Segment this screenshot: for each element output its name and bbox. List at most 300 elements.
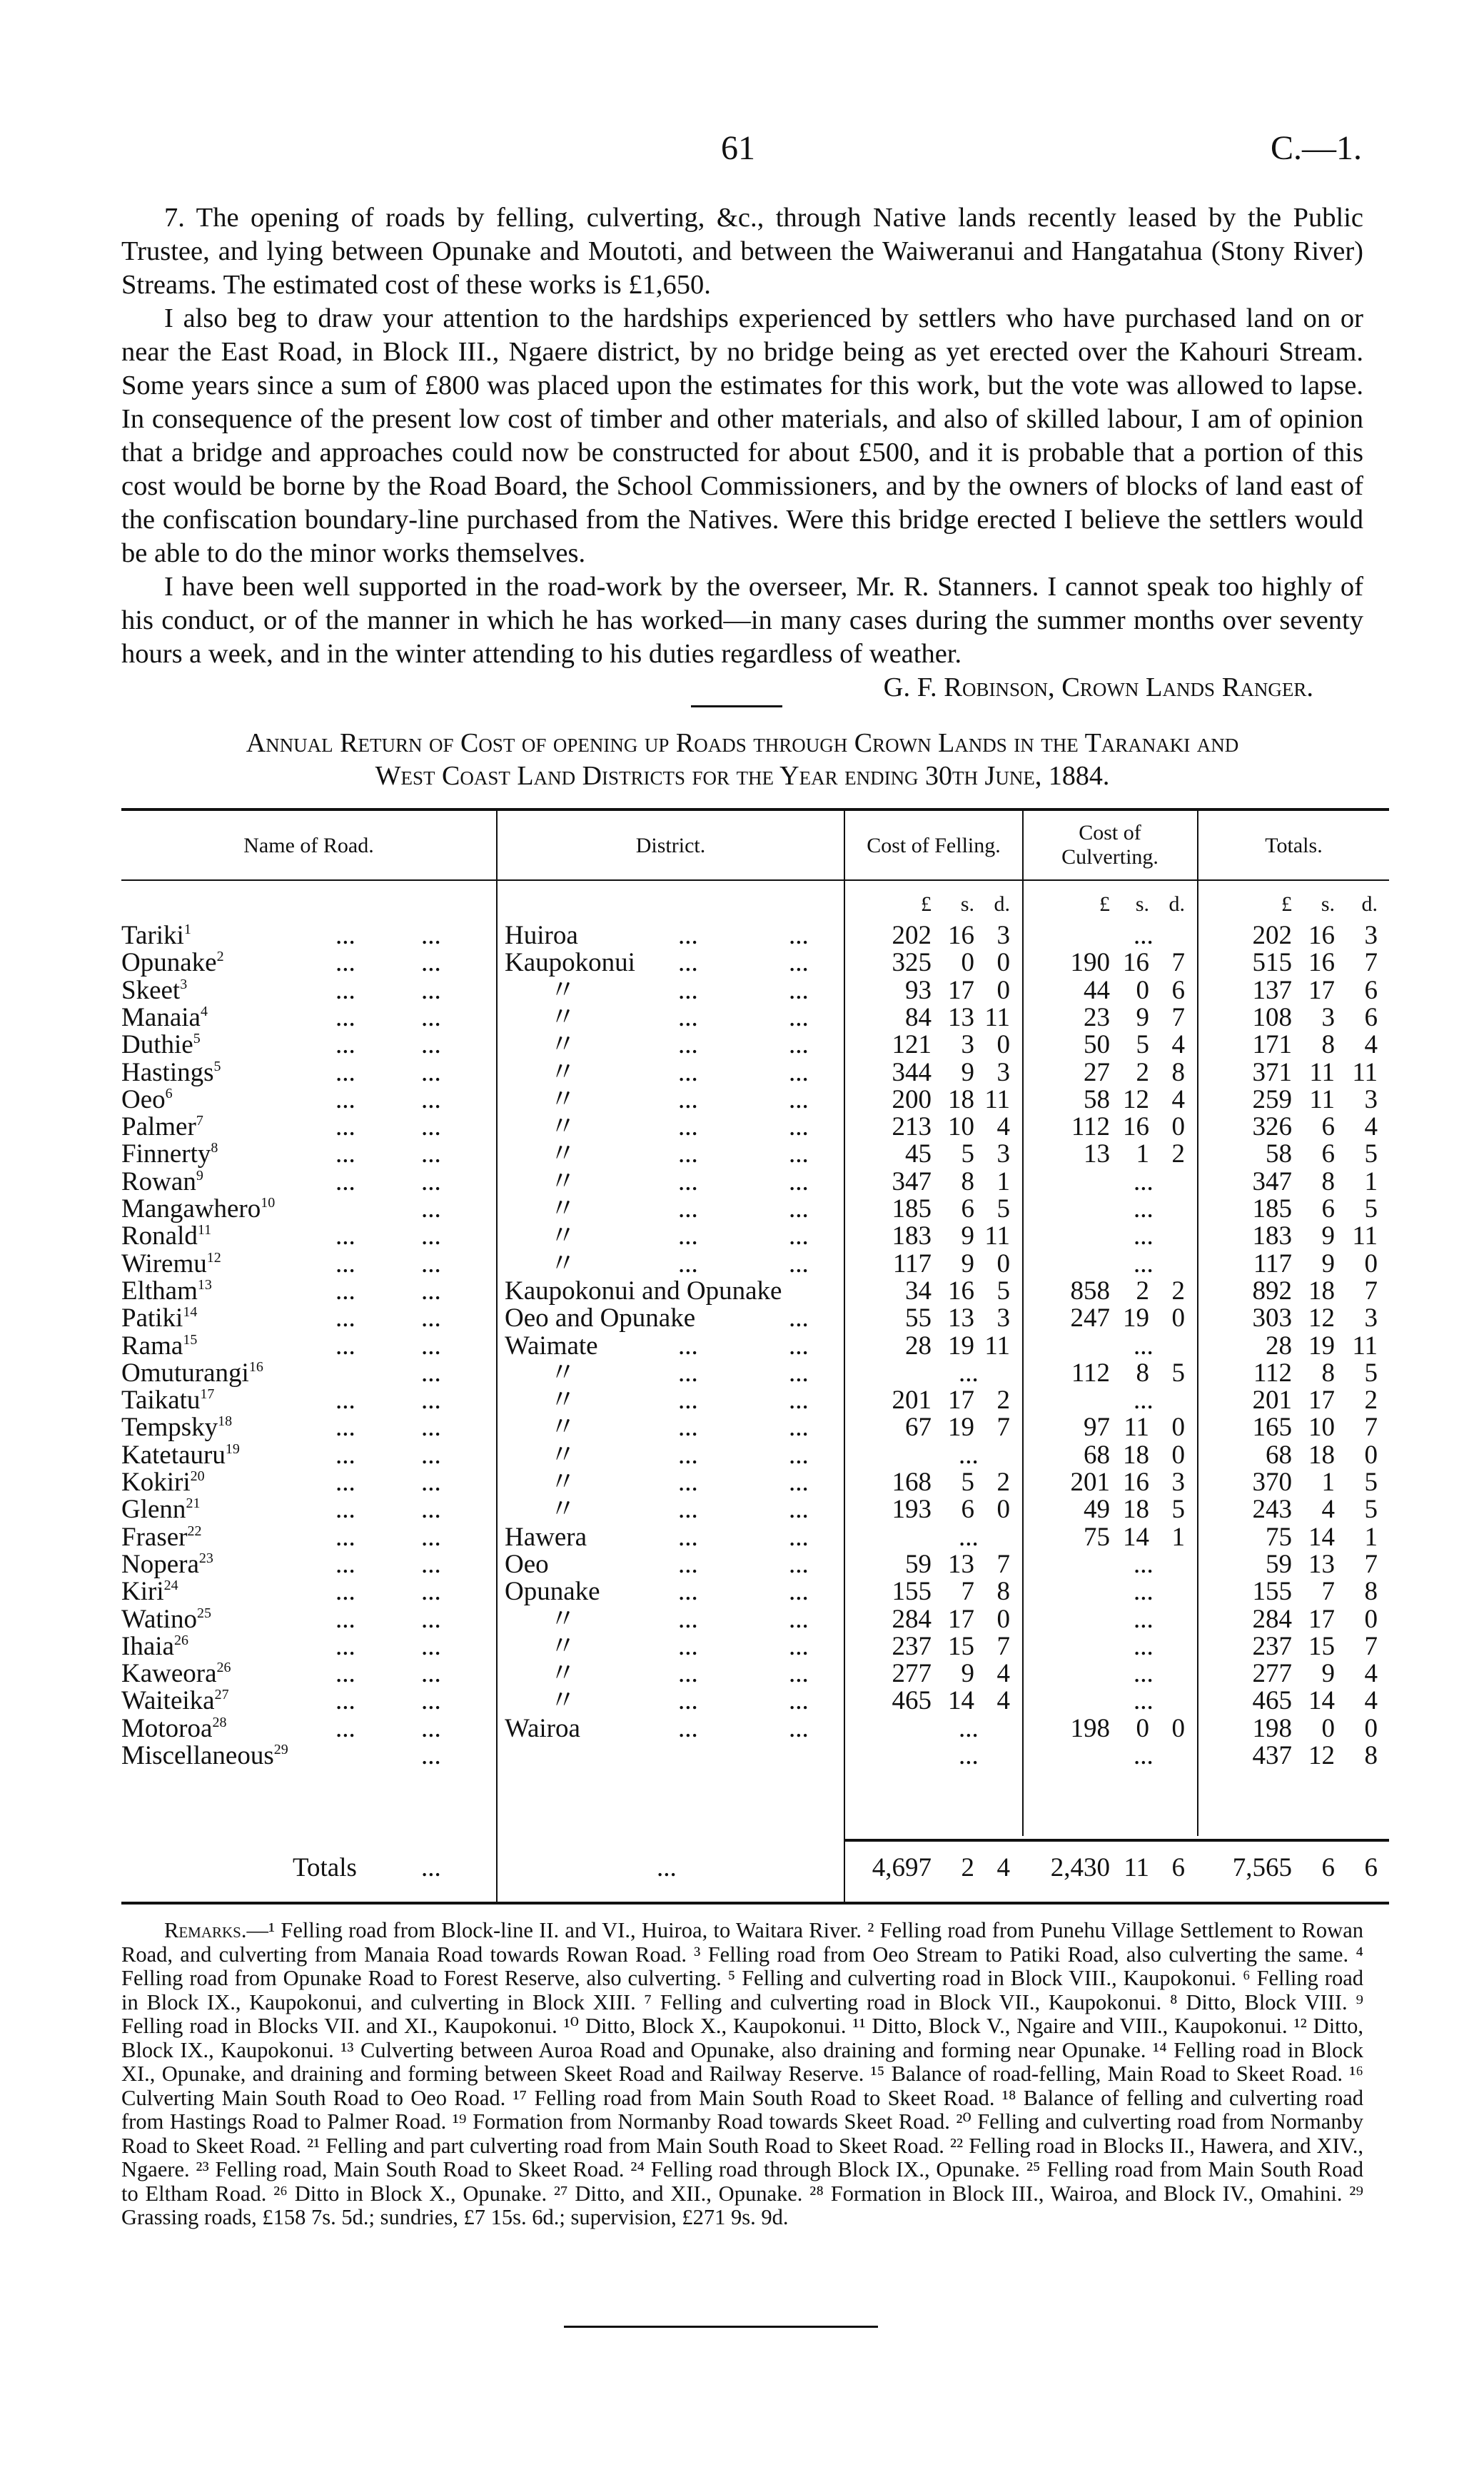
road-name: Nopera$^{23}$ xyxy=(121,1549,213,1579)
felling-pence: 4 xyxy=(996,1112,1010,1142)
leader-dots: ... xyxy=(421,1741,441,1770)
leader-dots: ... xyxy=(421,1194,441,1224)
felling-shillings: 0 xyxy=(961,948,974,978)
road-name: Duthie$^5$ xyxy=(121,1030,201,1060)
culverting-shillings: 2 xyxy=(1136,1057,1149,1087)
road-name: Finnerty$^8$ xyxy=(121,1139,218,1169)
district: Huiroa xyxy=(505,921,578,950)
culverting-pence: 0 xyxy=(1171,1440,1185,1470)
culverting-pounds: 49 xyxy=(1084,1495,1110,1525)
felling-pence: 2 xyxy=(996,1468,1010,1497)
leader-dots: ... xyxy=(335,1112,355,1142)
footnote-ref: 20 xyxy=(190,1468,205,1484)
culverting-pounds: 247 xyxy=(1070,1303,1110,1333)
leader-dots: ... xyxy=(421,1002,441,1032)
road-name: Kiri$^{24}$ xyxy=(121,1577,178,1607)
total-shillings: 11 xyxy=(1309,1057,1335,1087)
culverting-pounds: 112 xyxy=(1071,1112,1110,1142)
leader-dots: ... xyxy=(678,1713,698,1743)
footnote-ref: 5 xyxy=(193,1031,201,1047)
table-row xyxy=(121,1442,1389,1469)
total-pence: 0 xyxy=(1364,1713,1378,1743)
leader-dots: ... xyxy=(421,1112,441,1142)
page-number: 61 xyxy=(721,129,755,167)
road-name: Katetauru$^{19}$ xyxy=(121,1440,240,1470)
total-pence: 1 xyxy=(1364,1522,1378,1552)
document-code: C.—1. xyxy=(1271,129,1363,167)
leader-dots: ... xyxy=(335,1631,355,1661)
total-shillings: 17 xyxy=(1308,1604,1335,1634)
district: 〃 xyxy=(550,1057,576,1087)
district: 〃 xyxy=(550,1194,576,1224)
culverting-pence: 2 xyxy=(1171,1139,1185,1169)
road-name: Tariki$^1$ xyxy=(121,921,191,950)
total-pounds: 437 xyxy=(1252,1741,1292,1770)
total-pounds: 198 xyxy=(1252,1713,1292,1743)
remarks-label: Remarks.— xyxy=(164,1918,268,1942)
felling-pounds: 183 xyxy=(892,1221,932,1251)
felling-shillings: 19 xyxy=(948,1413,974,1443)
total-pence: 0 xyxy=(1364,1248,1378,1278)
leader-dots: ... xyxy=(789,948,809,978)
leader-dots: ... xyxy=(335,1495,355,1525)
leader-dots: ... xyxy=(335,1166,355,1196)
footnote-ref: 12 xyxy=(206,1249,221,1266)
culverting-pence: 5 xyxy=(1171,1358,1185,1388)
district: Hawera xyxy=(505,1522,587,1552)
total-shillings: 8 xyxy=(1321,1358,1335,1388)
leader-dots: ... xyxy=(678,1577,698,1607)
felling-shillings: 6 xyxy=(961,1194,974,1224)
leader-dots: ... xyxy=(678,1112,698,1142)
leader-dots: ... xyxy=(335,1549,355,1579)
unit-label: d. xyxy=(1361,892,1378,916)
road-name: Eltham$^{13}$ xyxy=(121,1276,212,1306)
felling-shillings: 16 xyxy=(948,1276,974,1306)
leader-dots: ... xyxy=(678,1468,698,1497)
total-pence: 7 xyxy=(1364,1549,1378,1579)
road-name: Ihaia$^{26}$ xyxy=(121,1631,188,1661)
table-row xyxy=(121,1742,1389,1770)
leader-dots: ... xyxy=(421,921,441,950)
leader-dots: ... xyxy=(678,1686,698,1716)
leader-dots: ... xyxy=(789,1686,809,1716)
total-shillings: 18 xyxy=(1308,1276,1335,1306)
footnote-ref: 27 xyxy=(214,1687,229,1703)
total-shillings: 19 xyxy=(1308,1331,1335,1361)
leader-dots: ... xyxy=(421,1659,441,1689)
footnote-ref: 10 xyxy=(261,1195,276,1211)
total-pounds: 202 xyxy=(1252,921,1292,950)
leader-dots: ... xyxy=(335,1468,355,1497)
road-name: Wiremu$^{12}$ xyxy=(121,1248,221,1278)
total-shillings: 6 xyxy=(1321,1853,1335,1882)
empty-dots: ... xyxy=(959,1522,979,1552)
footnote-ref: 26 xyxy=(216,1660,231,1676)
unit-label: £ xyxy=(1281,892,1292,916)
felling-shillings: 14 xyxy=(948,1686,974,1716)
felling-pounds: 34 xyxy=(905,1276,932,1306)
total-pence: 11 xyxy=(1352,1331,1378,1361)
empty-dots: ... xyxy=(1134,1686,1154,1716)
felling-pence: 7 xyxy=(996,1413,1010,1443)
total-pence: 4 xyxy=(1364,1112,1378,1142)
leader-dots: ... xyxy=(678,1549,698,1579)
total-shillings: 4 xyxy=(1321,1495,1335,1525)
leader-dots: ... xyxy=(421,1331,441,1361)
felling-shillings: 6 xyxy=(961,1495,974,1525)
footnote-ref: 11 xyxy=(197,1222,212,1239)
total-pence: 5 xyxy=(1364,1495,1378,1525)
leader-dots: ... xyxy=(335,1030,355,1060)
unit-label: £ xyxy=(1099,892,1110,916)
culverting-shillings: 11 xyxy=(1124,1413,1149,1443)
felling-pounds: 202 xyxy=(892,921,932,950)
total-shillings: 10 xyxy=(1308,1413,1335,1443)
leader-dots: ... xyxy=(789,1468,809,1497)
footnote-ref: 22 xyxy=(187,1523,202,1539)
culverting-shillings: 0 xyxy=(1136,1713,1149,1743)
leader-dots: ... xyxy=(421,1030,441,1060)
leader-dots: ... xyxy=(789,1084,809,1114)
felling-pounds: 67 xyxy=(905,1413,932,1443)
table-row xyxy=(121,1031,1389,1059)
footnote-ref: 2 xyxy=(216,949,224,965)
table-row xyxy=(121,1660,1389,1688)
leader-dots: ... xyxy=(789,1549,809,1579)
table-bottom-rule xyxy=(121,1902,1389,1905)
culverting-pounds: 44 xyxy=(1084,975,1110,1005)
paragraph: I have been well supported in the road-work by the overseer, Mr. R. Stanners. I cannot speak too highly of his conduct, or of the manner in which he has worked—in many cases during the summer months over seventy hours a week, and in the winter attending to his duties regardless of weather. xyxy=(121,572,1363,669)
table-row xyxy=(121,922,1389,949)
road-name: Waiteika$^{27}$ xyxy=(121,1686,229,1716)
unit-label: £ xyxy=(921,892,932,916)
felling-pounds: 213 xyxy=(892,1112,932,1142)
total-pounds: 108 xyxy=(1252,1002,1292,1032)
table-row xyxy=(121,1551,1389,1578)
culverting-shillings: 11 xyxy=(1124,1853,1149,1882)
road-name: Patiki$^{14}$ xyxy=(121,1303,198,1333)
felling-pence: 4 xyxy=(996,1686,1010,1716)
culverting-pence: 3 xyxy=(1171,1468,1185,1497)
felling-shillings: 15 xyxy=(948,1631,974,1661)
felling-shillings: 13 xyxy=(948,1002,974,1032)
footnote-ref: 4 xyxy=(200,1003,208,1019)
culverting-pence: 4 xyxy=(1171,1084,1185,1114)
felling-pence: 0 xyxy=(996,1030,1010,1060)
unit-label: d. xyxy=(1168,892,1185,916)
culverting-pounds: 858 xyxy=(1070,1276,1110,1306)
leader-dots: ... xyxy=(335,1139,355,1169)
felling-pounds: 155 xyxy=(892,1577,932,1607)
leader-dots: ... xyxy=(335,1522,355,1552)
felling-pence: 4 xyxy=(996,1659,1010,1689)
total-shillings: 18 xyxy=(1308,1440,1335,1470)
road-name: Mangawhero$^{10}$ xyxy=(121,1194,276,1224)
empty-dots: ... xyxy=(1134,1221,1154,1251)
total-shillings: 14 xyxy=(1308,1522,1335,1552)
total-pence: 7 xyxy=(1364,1413,1378,1443)
table-row xyxy=(121,1360,1389,1387)
culverting-pounds: 58 xyxy=(1084,1084,1110,1114)
culverting-pounds: 2,430 xyxy=(1050,1853,1110,1882)
leader-dots: ... xyxy=(421,1276,441,1306)
footnote-ref: 7 xyxy=(196,1113,203,1129)
table-row xyxy=(121,1059,1389,1086)
footnote-ref: 13 xyxy=(197,1276,212,1293)
culverting-pence: 0 xyxy=(1171,1413,1185,1443)
leader-dots: ... xyxy=(789,1030,809,1060)
leader-dots: ... xyxy=(789,1303,809,1333)
felling-pounds: 168 xyxy=(892,1468,932,1497)
table-row xyxy=(121,1469,1389,1496)
footnote-ref: 28 xyxy=(212,1714,227,1730)
felling-shillings: 17 xyxy=(948,1604,974,1634)
district: 〃 xyxy=(550,1139,576,1169)
empty-dots: ... xyxy=(959,1358,979,1388)
felling-pence: 7 xyxy=(996,1549,1010,1579)
table-row xyxy=(121,949,1389,977)
leader-dots: ... xyxy=(789,1139,809,1169)
culverting-pence: 4 xyxy=(1171,1030,1185,1060)
leader-dots: ... xyxy=(335,1303,355,1333)
empty-dots: ... xyxy=(1134,1659,1154,1689)
title-line: Annual Return of Cost of opening up Roads through Crown Lands in the Taranaki and xyxy=(246,728,1239,758)
table-row xyxy=(121,1141,1389,1168)
district: 〃 xyxy=(550,975,576,1005)
district: Oeo and Opunake xyxy=(505,1303,696,1333)
leader-dots: ... xyxy=(421,1577,441,1607)
felling-pounds: 117 xyxy=(892,1248,932,1278)
total-shillings: 6 xyxy=(1321,1194,1335,1224)
total-shillings: 9 xyxy=(1321,1659,1335,1689)
table-row xyxy=(121,1578,1389,1605)
district: 〃 xyxy=(550,1002,576,1032)
leader-dots: ... xyxy=(335,1386,355,1416)
leader-dots: ... xyxy=(421,1440,441,1470)
culverting-pounds: 75 xyxy=(1084,1522,1110,1552)
total-shillings: 12 xyxy=(1308,1303,1335,1333)
culverting-shillings: 1 xyxy=(1136,1139,1149,1169)
leader-dots: ... xyxy=(678,921,698,950)
footnote-ref: 6 xyxy=(165,1085,173,1101)
total-pence: 6 xyxy=(1364,1002,1378,1032)
table-row xyxy=(121,977,1389,1004)
total-pounds: 892 xyxy=(1252,1276,1292,1306)
footnote-ref: 17 xyxy=(200,1386,215,1403)
empty-dots: ... xyxy=(1134,1386,1154,1416)
total-shillings: 15 xyxy=(1308,1631,1335,1661)
felling-pounds: 201 xyxy=(892,1386,932,1416)
table-row xyxy=(121,1305,1389,1332)
footnote-ref: 25 xyxy=(196,1605,211,1621)
header-felling: Cost of Felling. xyxy=(867,834,1001,857)
felling-shillings: 9 xyxy=(961,1248,974,1278)
total-shillings: 9 xyxy=(1321,1248,1335,1278)
felling-pence: 1 xyxy=(996,1166,1010,1196)
total-shillings: 8 xyxy=(1321,1030,1335,1060)
leader-dots: ... xyxy=(421,1386,441,1416)
road-name: Hastings$^5$ xyxy=(121,1057,221,1087)
total-pence: 11 xyxy=(1352,1057,1378,1087)
leader-dots: ... xyxy=(335,948,355,978)
totals-row xyxy=(121,1855,1389,1882)
district: 〃 xyxy=(550,1248,576,1278)
leader-dots: ... xyxy=(789,1358,809,1388)
culverting-pounds: 50 xyxy=(1084,1030,1110,1060)
total-pounds: 112 xyxy=(1253,1358,1292,1388)
leader-dots: ... xyxy=(421,975,441,1005)
leader-dots: ... xyxy=(335,1331,355,1361)
leader-dots: ... xyxy=(678,948,698,978)
culverting-shillings: 14 xyxy=(1123,1522,1149,1552)
total-pounds: 277 xyxy=(1252,1659,1292,1689)
leader-dots: ... xyxy=(335,1248,355,1278)
road-name: Watino$^{25}$ xyxy=(121,1604,211,1634)
culverting-pence: 0 xyxy=(1171,1112,1185,1142)
header-totals: Totals. xyxy=(1265,834,1323,857)
felling-pence: 4 xyxy=(996,1853,1010,1882)
felling-shillings: 5 xyxy=(961,1468,974,1497)
leader-dots: ... xyxy=(789,1631,809,1661)
district: Wairoa xyxy=(505,1713,580,1743)
table-row xyxy=(121,1196,1389,1223)
leader-dots: ... xyxy=(789,1248,809,1278)
leader-dots: ... xyxy=(421,1057,441,1087)
total-pounds: 371 xyxy=(1252,1057,1292,1087)
end-rule xyxy=(564,2326,878,2328)
district: 〃 xyxy=(550,1386,576,1416)
total-pounds: 68 xyxy=(1266,1440,1292,1470)
district: 〃 xyxy=(550,1221,576,1251)
felling-shillings: 17 xyxy=(948,1386,974,1416)
signature: G. F. Robinson, Crown Lands Ranger. xyxy=(883,672,1313,702)
leader-dots: ... xyxy=(335,1002,355,1032)
culverting-pounds: 201 xyxy=(1070,1468,1110,1497)
table-row xyxy=(121,1524,1389,1551)
table-row xyxy=(121,1004,1389,1031)
leader-dots: ... xyxy=(789,975,809,1005)
leader-dots: ... xyxy=(335,975,355,1005)
empty-dots: ... xyxy=(1134,1741,1154,1770)
felling-pounds: 193 xyxy=(892,1495,932,1525)
title-line: West Coast Land Districts for the Year ending 30th June, 1884. xyxy=(375,761,1110,791)
road-name: Motoroa$^{28}$ xyxy=(121,1713,227,1743)
road-name: Kaweora$^{26}$ xyxy=(121,1659,231,1689)
table-row xyxy=(121,1086,1389,1114)
felling-pence: 0 xyxy=(996,1248,1010,1278)
leader-dots: ... xyxy=(335,1413,355,1443)
culverting-shillings: 2 xyxy=(1136,1276,1149,1306)
header-name: Name of Road. xyxy=(243,834,374,857)
culverting-pence: 7 xyxy=(1171,948,1185,978)
district: 〃 xyxy=(550,1112,576,1142)
total-shillings: 7 xyxy=(1321,1577,1335,1607)
total-pence: 5 xyxy=(1364,1468,1378,1497)
felling-pence: 3 xyxy=(996,1139,1010,1169)
empty-dots: ... xyxy=(1134,1549,1154,1579)
footnote-ref: 15 xyxy=(183,1331,198,1348)
total-pounds: 465 xyxy=(1252,1686,1292,1716)
footnote-ref: 26 xyxy=(173,1632,188,1648)
culverting-shillings: 19 xyxy=(1123,1303,1149,1333)
leader-dots: ... xyxy=(421,1139,441,1169)
paragraph: I also beg to draw your attention to the hardships experienced by settlers who have purchased land on or near the East Road, in Block III., Ngaere district, by no bridge being as yet erected over the Kahouri Stream. Some years since a sum of £800 was placed upon the estimates for this work, but the vote was allowed to lapse. In consequence of the present low cost of timber and other materials, and also of skilled labour, I am of opinion that a bridge and approaches could now be constructed for about £500, and it is probable that a portion of this cost would be borne by the Road Board, the School Commissioners, and by the owners of blocks of land east of the confiscation boundary-line purchased from the Natives. Were this bridge erected I believe the settlers would be able to do the minor works themselves. xyxy=(121,303,1363,568)
leader-dots: ... xyxy=(678,975,698,1005)
table-row xyxy=(121,1414,1389,1441)
road-name: Rama$^{15}$ xyxy=(121,1331,198,1361)
header-rule xyxy=(121,879,1389,881)
leader-dots: ... xyxy=(421,1713,441,1743)
leader-dots: ... xyxy=(789,1495,809,1525)
culverting-pounds: 23 xyxy=(1084,1002,1110,1032)
felling-pence: 3 xyxy=(996,921,1010,950)
felling-shillings: 3 xyxy=(961,1030,974,1060)
total-shillings: 17 xyxy=(1308,1386,1335,1416)
culverting-pence: 8 xyxy=(1171,1057,1185,1087)
leader-dots: ... xyxy=(678,1166,698,1196)
felling-pounds: 200 xyxy=(892,1084,932,1114)
total-pounds: 237 xyxy=(1252,1631,1292,1661)
header-culverting: Cost of Culverting. xyxy=(1061,821,1159,869)
table-row xyxy=(121,1166,1389,1196)
felling-pounds: 325 xyxy=(892,948,932,978)
felling-shillings: 7 xyxy=(961,1577,974,1607)
table-row xyxy=(121,1114,1389,1141)
table-row xyxy=(121,1278,1389,1305)
district: 〃 xyxy=(550,1468,576,1497)
leader-dots: ... xyxy=(678,1631,698,1661)
felling-pence: 2 xyxy=(996,1386,1010,1416)
footnote-ref: 9 xyxy=(196,1167,203,1184)
felling-pence: 11 xyxy=(984,1221,1010,1251)
culverting-shillings: 5 xyxy=(1136,1030,1149,1060)
culverting-pence: 6 xyxy=(1171,975,1185,1005)
leader-dots: ... xyxy=(789,1112,809,1142)
total-pence: 8 xyxy=(1364,1741,1378,1770)
district: 〃 xyxy=(550,1358,576,1388)
felling-pence: 11 xyxy=(984,1331,1010,1361)
felling-pounds: 347 xyxy=(892,1166,932,1196)
total-pence: 0 xyxy=(1364,1440,1378,1470)
leader-dots: ... xyxy=(678,1604,698,1634)
felling-shillings: 9 xyxy=(961,1221,974,1251)
divider xyxy=(691,705,782,707)
total-shillings: 6 xyxy=(1321,1112,1335,1142)
leader-dots: ... xyxy=(421,1413,441,1443)
table-top-rule xyxy=(121,808,1389,811)
leader-dots: ... xyxy=(789,1440,809,1470)
total-shillings: 11 xyxy=(1309,1084,1335,1114)
road-name: Omuturangi$^{16}$ xyxy=(121,1358,263,1388)
total-shillings: 12 xyxy=(1308,1741,1335,1770)
header-district: District. xyxy=(635,834,706,857)
total-shillings: 9 xyxy=(1321,1221,1335,1251)
culverting-shillings: 0 xyxy=(1136,975,1149,1005)
district: Kaupokonui xyxy=(505,948,635,978)
total-pounds: 243 xyxy=(1252,1495,1292,1525)
leader-dots: ... xyxy=(421,1549,441,1579)
table-row xyxy=(121,1387,1389,1414)
leader-dots: ... xyxy=(678,1358,698,1388)
felling-pounds: 4,697 xyxy=(872,1853,932,1882)
felling-pence: 3 xyxy=(996,1303,1010,1333)
empty-dots: ... xyxy=(1134,1631,1154,1661)
footnote-ref: 21 xyxy=(186,1495,201,1512)
leader-dots: ... xyxy=(678,1030,698,1060)
felling-pounds: 93 xyxy=(905,975,932,1005)
culverting-shillings: 18 xyxy=(1123,1495,1149,1525)
